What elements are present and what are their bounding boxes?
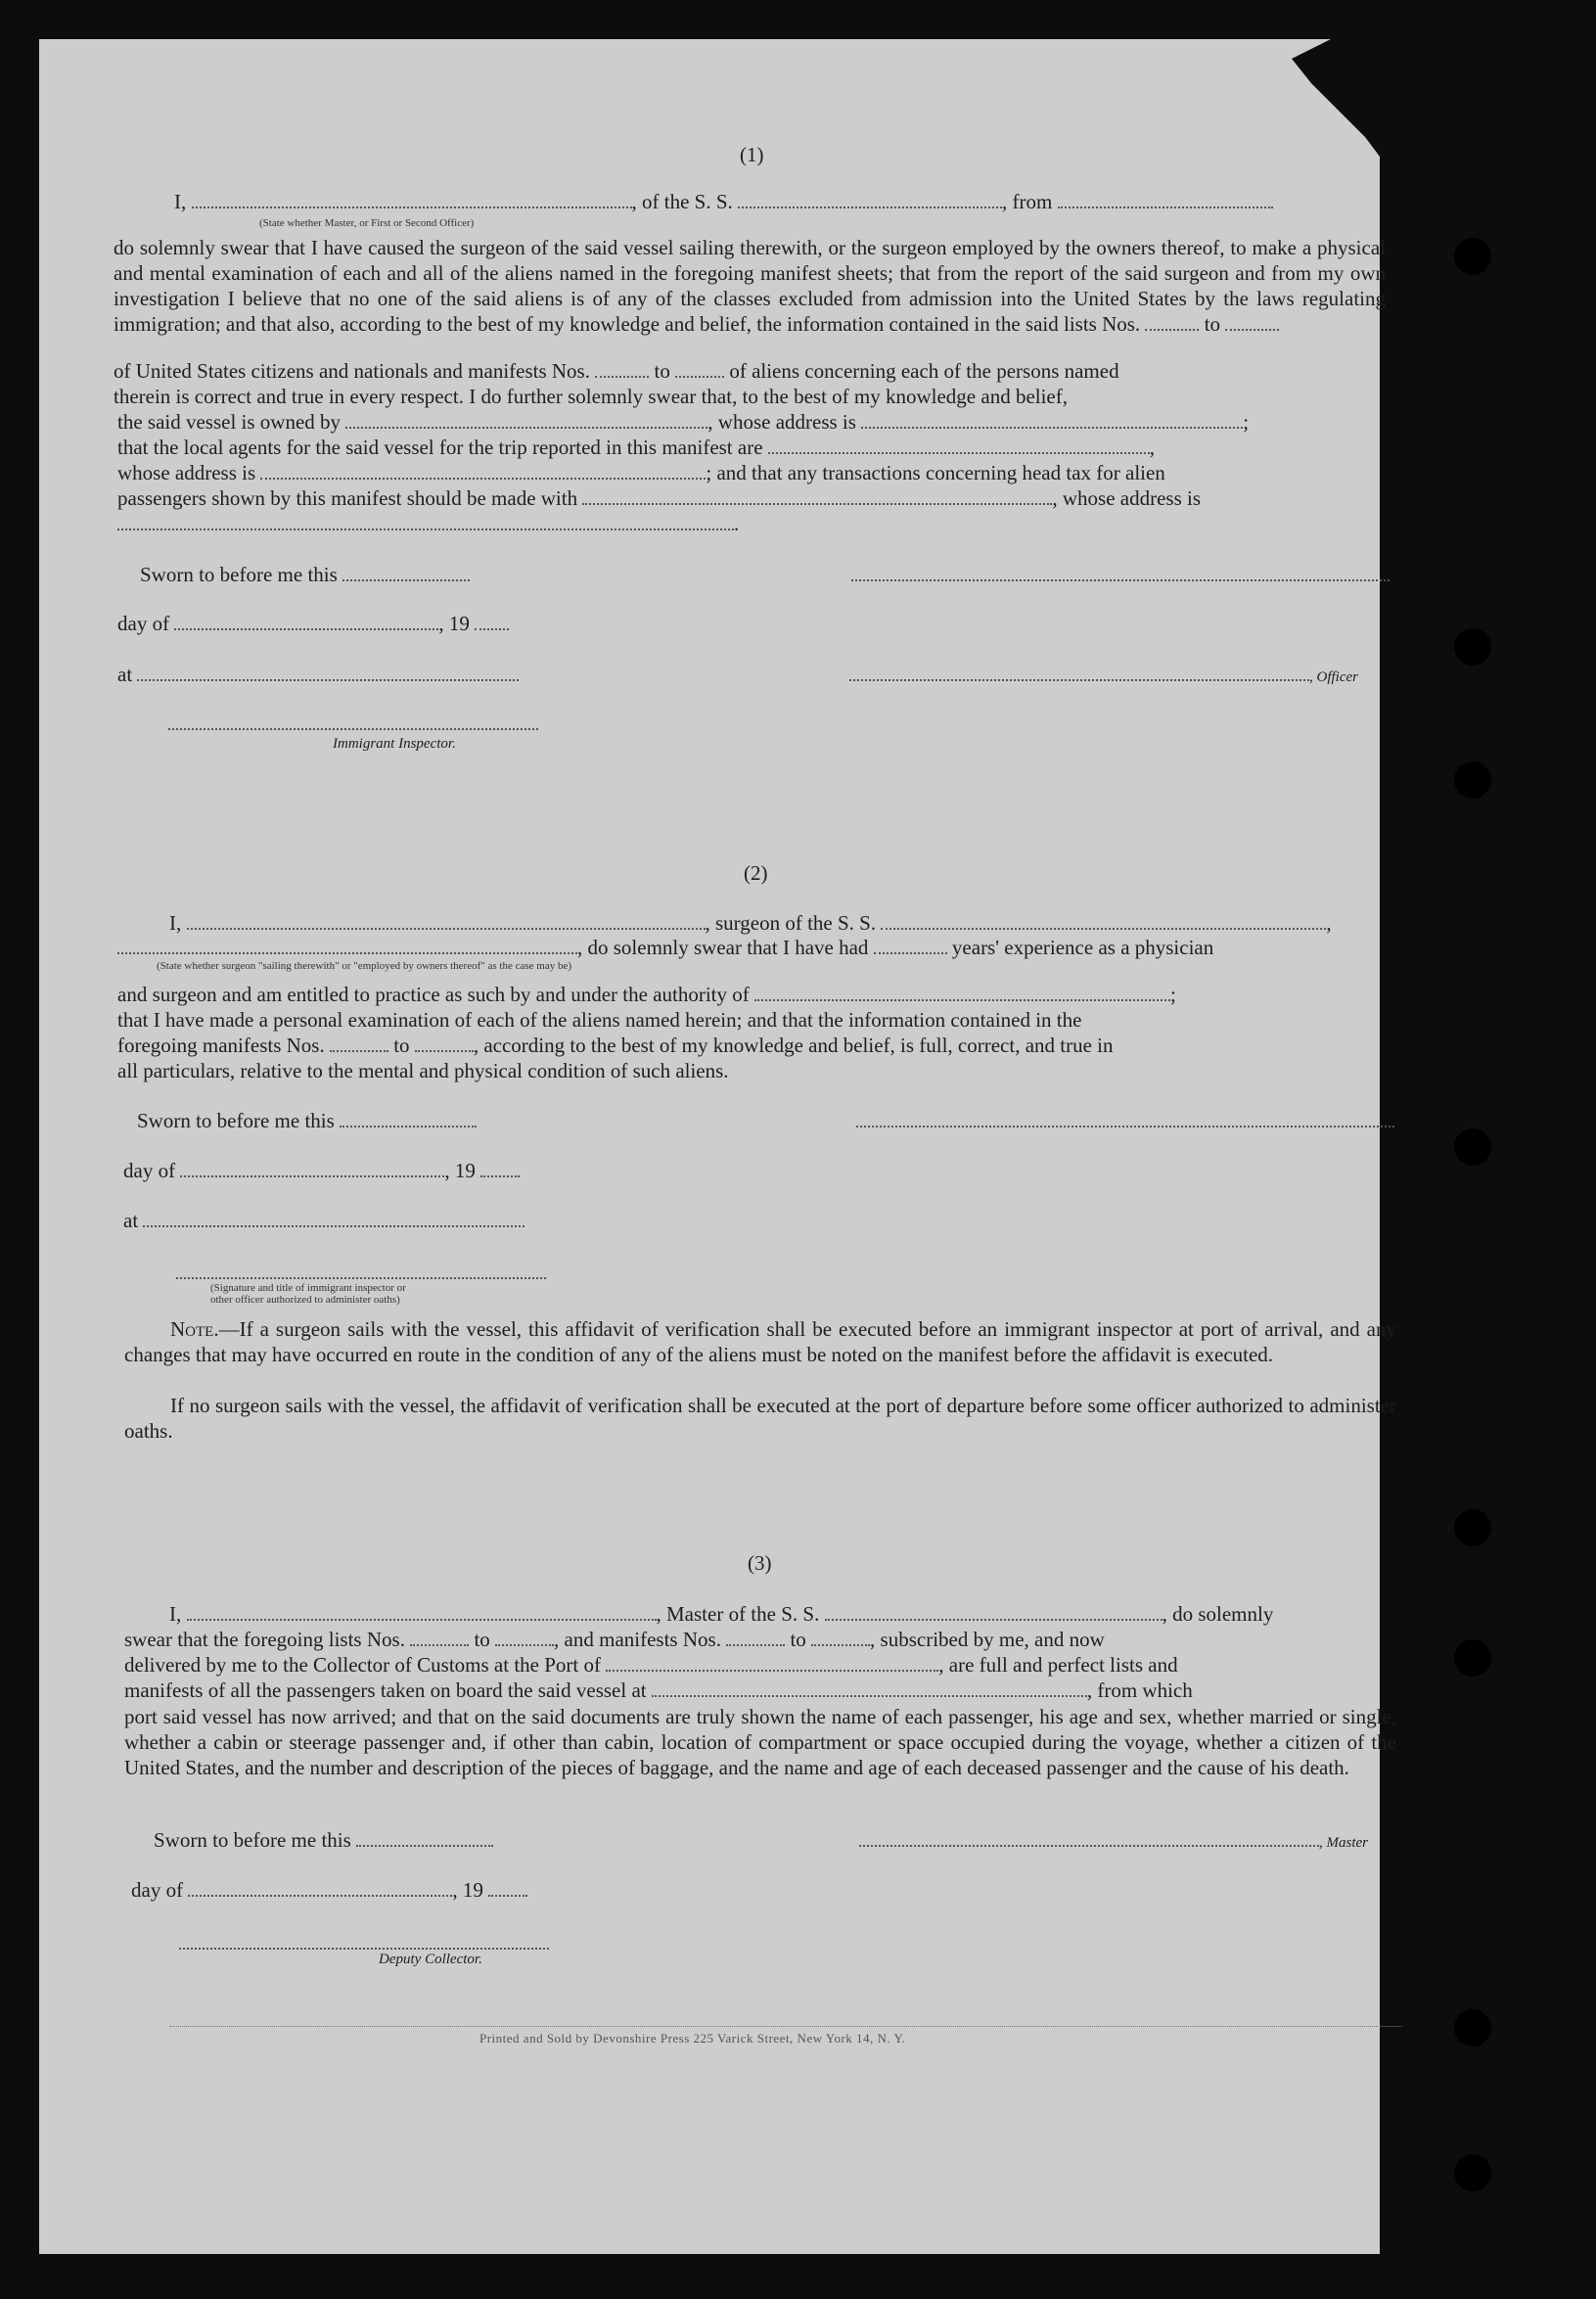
sec2-at-row: [123, 1209, 524, 1233]
sec3-dayof-label: day of: [131, 1878, 184, 1902]
sec2-years-label: years' experience as a physician: [951, 936, 1214, 959]
sec2-manifests-label: foregoing manifests Nos.: [117, 1034, 325, 1057]
punch-hole-4: [1454, 1128, 1491, 1166]
sec2-note-paragraph-2: [124, 1393, 1396, 1444]
sec1-at-blank[interactable]: [137, 678, 519, 681]
sec2-note-text: —If a surgeon sails with the vessel, this affidavit of verification shall be executed before an immigrant inspector at port of arrival, and any changes that may have occurred en route in the condition of any of the aliens must be noted on the manifest before the affidavit is executed.: [124, 1317, 1396, 1366]
sec2-semicolon: ;: [1170, 983, 1176, 1006]
sec2-comma: ,: [1326, 911, 1332, 935]
sec2-line3: [117, 983, 1176, 1007]
sec3-manifests-to-blank[interactable]: [811, 1643, 870, 1646]
sec2-manifests-from-blank[interactable]: [330, 1049, 388, 1052]
sec3-ship-blank[interactable]: [825, 1618, 1163, 1621]
sec3-sworn-row: [154, 1828, 493, 1853]
sec1-headtax-address-blank[interactable]: [117, 528, 734, 530]
sec3-full-lists-label: , are full and perfect lists and: [938, 1653, 1178, 1677]
punch-hole-6: [1454, 1639, 1491, 1677]
sec2-line6: all particulars, relative to the mental and physical condition of such aliens.: [117, 1059, 729, 1082]
sec1-lists-from-blank[interactable]: [1145, 328, 1199, 331]
sec3-sworn-label: Sworn to before me this: [154, 1828, 351, 1852]
sec1-headtax-blank[interactable]: [582, 502, 1052, 505]
sec1-para-to: to: [1204, 312, 1221, 336]
sec3-deputy-label: Deputy Collector.: [379, 1952, 482, 1967]
sec3-lists-from-blank[interactable]: [410, 1643, 469, 1646]
sec2-ship-blank[interactable]: [881, 927, 1326, 930]
sec1-addr-b: ; and that any transactions concerning head tax for alien: [706, 461, 1165, 484]
sec1-period-line: [117, 512, 739, 536]
sec1-i-label: I,: [174, 190, 187, 213]
sec1-officer-note: (State whether Master, or First or Second Officer): [259, 217, 475, 229]
sec2-manifests-to-blank[interactable]: [415, 1049, 474, 1052]
sec3-taken-label: manifests of all the passengers taken on board the said vessel at: [124, 1678, 647, 1702]
sec1-dayof-label: day of: [117, 612, 170, 635]
sec2-note-label: Note.: [170, 1317, 219, 1341]
sec1-from-label: , from: [1002, 190, 1053, 213]
sec1-sworn-label: Sworn to before me this: [140, 563, 338, 586]
sec2-year-label: , 19: [444, 1159, 476, 1182]
sec1-at-label: at: [117, 663, 133, 686]
sec1-paragraph: [114, 235, 1386, 337]
sec1-pass-line: [117, 486, 1201, 511]
sec2-years-blank[interactable]: [874, 951, 947, 954]
sec2-surgeon-blank[interactable]: [187, 927, 706, 930]
sec2-to-label: to: [393, 1034, 410, 1057]
sec2-note-text-2: If no surgeon sails with the vessel, the affidavit of verification shall be executed at the port of departure before some officer authorized to administer oaths.: [124, 1394, 1396, 1443]
sec3-master-sign-label: , Master: [1319, 1835, 1368, 1851]
sec1-addr-line: [117, 461, 1165, 485]
punch-hole-3: [1454, 761, 1491, 799]
sec2-note-paragraph: [124, 1316, 1396, 1367]
sec1-at-row: [117, 663, 519, 687]
sec1-owner-blank[interactable]: [345, 426, 707, 429]
sec1-agents-line: [117, 436, 1155, 460]
sec1-year-blank[interactable]: [475, 627, 509, 630]
sec1-p2-to: to: [654, 359, 670, 383]
sec3-master-row: [859, 1828, 1368, 1853]
sec1-pass-b: , whose address is: [1052, 486, 1202, 510]
sec2-authority-blank[interactable]: [754, 998, 1170, 1001]
sec1-agents-comma: ,: [1149, 436, 1156, 459]
sec1-officer-label: , Officer: [1309, 669, 1358, 685]
section-2-heading: (2): [744, 861, 768, 885]
sec3-master-sign-blank[interactable]: [859, 1844, 1319, 1847]
sec3-from-which-label: , from which: [1086, 1678, 1193, 1702]
sec1-lists-to-blank[interactable]: [1225, 328, 1279, 331]
sec3-lists-to-blank[interactable]: [495, 1643, 554, 1646]
sec1-manifests-from-blank[interactable]: [595, 375, 649, 378]
printer-footer: Printed and Sold by Devonshire Press 225 Varick Street, New York 14, N. Y.: [479, 2031, 906, 2046]
sec1-period: .: [734, 512, 740, 535]
sec2-according-label: , according to the best of my knowledge and belief, is full, correct, and true in: [473, 1034, 1114, 1057]
sec2-capacity-blank[interactable]: [117, 951, 577, 954]
sec3-day-blank[interactable]: [188, 1894, 452, 1897]
sec3-taken-at-blank[interactable]: [652, 1694, 1087, 1697]
sec3-year-label: , 19: [452, 1878, 483, 1902]
sec2-dayof-row: [123, 1159, 520, 1183]
sec3-paragraph: port said vessel has now arrived; and that on the said documents are truly shown the name of each passenger, his age and sex, whether married or single, whether a cabin or steerage passenger and, if other than cabin, location of compartment or space occupied during the voyage, whether a citizen of the United States, and the number and description of the pieces of baggage, and the name and age of each deceased passenger and the cause of his death.: [124, 1705, 1396, 1779]
sec1-p2-text: of United States citizens and nationals and manifests Nos.: [114, 359, 590, 383]
sec1-owned-line: [117, 410, 1249, 435]
sec2-surgeon-of-label: , surgeon of the S. S.: [705, 911, 877, 935]
sec2-sig-note-2: other officer authorized to administer oaths): [210, 1294, 400, 1306]
sec1-manifests-to-blank[interactable]: [675, 375, 724, 378]
sec3-line4: [124, 1678, 1193, 1703]
sec2-dayof-label: day of: [123, 1159, 176, 1182]
sec2-at-label: at: [123, 1209, 139, 1232]
sec3-line3: [124, 1653, 1178, 1678]
sec1-from-blank[interactable]: [1058, 206, 1273, 208]
sec3-year-blank[interactable]: [488, 1894, 527, 1897]
sec1-officer-blank[interactable]: [192, 206, 632, 208]
punch-hole-2: [1454, 628, 1491, 666]
sec2-capacity-note: (State whether surgeon "sailing therewith" or "employed by owners thereof" as the case may be): [157, 960, 572, 972]
sec2-signature-line[interactable]: [856, 1126, 1394, 1127]
sec2-inspector-line[interactable]: [176, 1277, 546, 1279]
section-3-heading: (3): [748, 1551, 772, 1575]
sec1-owned-addr-label: , whose address is: [707, 410, 856, 434]
sec2-sworn-row: [137, 1109, 477, 1133]
sec3-master-blank[interactable]: [187, 1618, 657, 1621]
sec1-owned-label: the said vessel is owned by: [117, 410, 342, 434]
section-1-heading: (1): [740, 143, 764, 166]
sec3-sworn-date-blank[interactable]: [356, 1844, 493, 1847]
torn-corner: [1272, 39, 1409, 176]
sec1-pass-label: passengers shown by this manifest should be made with: [117, 486, 578, 510]
sec3-i-label: I,: [169, 1602, 182, 1626]
sec2-i-label: I,: [169, 911, 182, 935]
sec2-at-blank[interactable]: [143, 1224, 524, 1227]
sec1-addr-label: whose address is: [117, 461, 256, 484]
sec1-sworn-date-blank[interactable]: [342, 578, 470, 581]
sec2-sig-note-1: (Signature and title of immigrant inspector or: [210, 1282, 406, 1294]
sec3-manifests-label: , and manifests Nos.: [554, 1628, 721, 1651]
sec3-manifests-to-label: to: [790, 1628, 806, 1651]
sec2-swear-label: , do solemnly swear that I have had: [577, 936, 869, 959]
sec3-master-of-label: , Master of the S. S.: [656, 1602, 820, 1626]
footer-rule: [169, 2026, 1402, 2027]
sec1-year-label: , 19: [438, 612, 470, 635]
sec2-sworn-date-blank[interactable]: [340, 1125, 477, 1127]
sec3-port-label: delivered by me to the Collector of Customs at the Port of: [124, 1653, 601, 1677]
sec1-inspector-line[interactable]: [168, 728, 538, 730]
sec1-line1: [174, 190, 1273, 214]
sec2-line4: that I have made a personal examination of each of the aliens named herein; and that the information contained in the: [117, 1008, 1082, 1032]
sec1-agents-label: that the local agents for the said vessel for the trip reported in this manifest are: [117, 436, 763, 459]
sec1-dayof-row: [117, 612, 509, 636]
sec2-day-blank[interactable]: [180, 1174, 444, 1177]
sec3-deputy-line[interactable]: [179, 1948, 549, 1950]
sec1-agents-blank[interactable]: [768, 451, 1150, 454]
punch-hole-8: [1454, 2154, 1491, 2191]
sec3-dayof-row: [131, 1878, 527, 1903]
sec1-inspector-label: Immigrant Inspector.: [333, 736, 456, 752]
sec2-sworn-label: Sworn to before me this: [137, 1109, 335, 1132]
sec1-line-p2: [114, 359, 1119, 384]
sec2-line5: [117, 1034, 1114, 1058]
sec1-of-ss-label: , of the S. S.: [631, 190, 733, 213]
sec3-subscribed-label: , subscribed by me, and now: [870, 1628, 1105, 1651]
sec2-line2: [117, 936, 1213, 960]
sec1-line-p3: therein is correct and true in every respect. I do further solemnly swear that, to the best of my knowledge and belief,: [114, 385, 1068, 408]
sec1-sworn-row: [140, 563, 470, 587]
sec1-p2-b: of aliens concerning each of the persons named: [729, 359, 1119, 383]
sec1-para-text: do solemnly swear that I have caused the surgeon of the said vessel sailing therewith, or the surgeon employed by the owners thereof, to make a physical and mental examination of each and all of the aliens named in the foregoing manifest sheets; that from the report of the said surgeon and from my own investigation I believe that no one of the said aliens is of any of the classes excluded from admission into the United States by the laws regulating immigration; and that also, according to the best of my knowledge and belief, the information contained in the said lists Nos.: [114, 236, 1386, 336]
sec3-lists-label: swear that the foregoing lists Nos.: [124, 1628, 405, 1651]
sec3-port-blank[interactable]: [606, 1669, 938, 1672]
sec3-lists-to-label: to: [474, 1628, 490, 1651]
sec2-line1: [169, 911, 1332, 936]
sec3-solemnly-label: , do solemnly: [1162, 1602, 1274, 1626]
punch-hole-1: [1454, 238, 1491, 275]
sec3-line2: [124, 1628, 1105, 1652]
sec1-day-blank[interactable]: [174, 627, 438, 630]
sec1-owned-semicolon: ;: [1243, 410, 1250, 434]
sec2-year-blank[interactable]: [480, 1174, 520, 1177]
sec1-signature-line[interactable]: [851, 579, 1390, 581]
sec2-authority-label: and surgeon and am entitled to practice as such by and under the authority of: [117, 983, 750, 1006]
sec1-owner-address-blank[interactable]: [861, 426, 1243, 429]
sec3-manifests-from-blank[interactable]: [726, 1643, 785, 1646]
sec1-officer-sign-blank[interactable]: [849, 678, 1309, 681]
sec1-officer-row: [849, 663, 1358, 687]
sec1-ship-blank[interactable]: [738, 206, 1002, 208]
sec1-agents-address-blank[interactable]: [260, 477, 706, 480]
punch-hole-5: [1454, 1509, 1491, 1546]
sec3-line1: [169, 1602, 1273, 1627]
punch-hole-7: [1454, 2009, 1491, 2046]
